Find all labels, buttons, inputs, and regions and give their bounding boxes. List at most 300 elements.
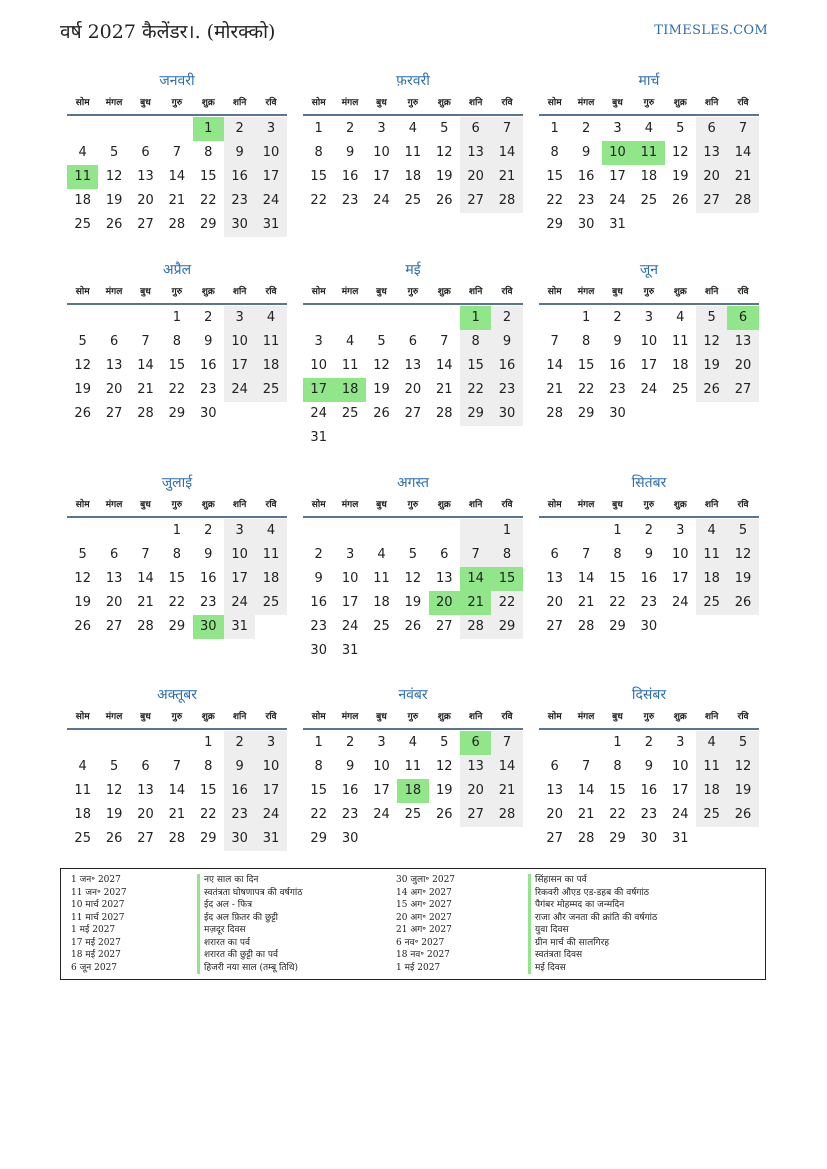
day-cell: 14 <box>491 141 522 165</box>
empty-day <box>67 117 98 141</box>
day-cell: 3 <box>255 731 286 755</box>
day-cell: 7 <box>141 547 150 562</box>
day-cell: 29 <box>577 406 595 421</box>
weekday-label: शुक्र <box>437 287 451 297</box>
weekday-label: शुक्र <box>437 500 451 510</box>
day-cell: 25 <box>696 803 727 827</box>
day-cell: 3 <box>377 735 386 750</box>
month-name: जनवरी <box>159 73 195 89</box>
month-name: मार्च <box>638 73 660 89</box>
holiday-name: स्वतंत्रता घोषणापत्र की वर्षगांठ <box>197 887 397 900</box>
month-name: अगस्त <box>396 475 429 491</box>
day-cell: 10 <box>341 571 359 586</box>
day-cell: 30 <box>199 406 217 421</box>
weekday-label: गुरु <box>407 712 419 722</box>
day-cell: 28 <box>727 189 758 213</box>
weekday-label: मंगल <box>105 500 123 510</box>
day-cell: 28 <box>460 615 491 639</box>
day-cell: 4 <box>78 145 87 160</box>
day-cell: 5 <box>696 306 727 330</box>
day-cell: 2 <box>345 121 355 136</box>
holiday-name: शरारत का पर्व <box>197 937 397 950</box>
weekday-label: गुरु <box>407 98 419 108</box>
day-cell: 13 <box>137 783 154 798</box>
day-cell: 4 <box>255 519 286 543</box>
day-cell: 5 <box>109 759 119 774</box>
day-cell: 2 <box>314 547 323 562</box>
day-cell: 16 <box>341 169 359 184</box>
month-name: सितंबर <box>631 475 667 491</box>
days-grid <box>67 306 287 426</box>
day-cell: 18 <box>671 358 689 373</box>
day-cell: 15 <box>168 571 186 586</box>
day-cell: 29 <box>310 831 327 846</box>
day-cell: 8 <box>491 543 522 567</box>
day-cell: 7 <box>550 334 559 349</box>
day-cell: 8 <box>204 145 213 160</box>
weekday-label: गुरु <box>171 98 183 108</box>
day-cell: 5 <box>440 121 449 136</box>
day-cell: 27 <box>105 406 123 421</box>
weekday-label: बुध <box>140 98 151 108</box>
day-cell: 28 <box>168 217 186 232</box>
days-grid <box>303 731 523 851</box>
day-cell: 9 <box>224 141 255 165</box>
day-cell: 11 <box>74 783 91 798</box>
day-cell: 5 <box>727 731 758 755</box>
day-cell: 16 <box>199 358 217 373</box>
day-cell: 27 <box>137 217 154 232</box>
holiday-date: 11 जन॰ 2027 <box>71 887 127 898</box>
holiday-date: 1 मई 2027 <box>396 962 441 973</box>
day-cell: 13 <box>546 783 563 798</box>
weekday-label: गुरु <box>643 98 655 108</box>
day-cell: 16 <box>199 571 217 586</box>
day-cell: 25 <box>74 217 91 232</box>
month-calendar <box>539 259 759 426</box>
weekday-label: रवि <box>501 287 513 297</box>
day-cell: 12 <box>727 543 758 567</box>
holiday-list <box>60 868 766 980</box>
day-cell: 13 <box>460 141 491 165</box>
day-cell: 19 <box>373 382 390 397</box>
day-cell: 15 <box>609 783 626 798</box>
weekday-label: रवि <box>265 98 277 108</box>
day-cell: 24 <box>224 591 255 615</box>
day-cell: 17 <box>640 358 658 373</box>
day-cell: 13 <box>435 571 453 586</box>
day-cell: 4 <box>255 306 286 330</box>
empty-day <box>67 519 98 543</box>
day-cell: 9 <box>345 759 355 774</box>
month-name: जून <box>639 262 659 278</box>
weekday-label: रवि <box>265 287 277 297</box>
day-cell: 26 <box>727 591 758 615</box>
day-cell: 8 <box>314 145 323 160</box>
days-grid <box>303 519 523 663</box>
day-cell: 8 <box>204 759 213 774</box>
day-cell: 9 <box>581 145 591 160</box>
day-cell: 14 <box>435 358 453 373</box>
day-cell: 24 <box>671 595 689 610</box>
day-cell: 11 <box>404 759 422 774</box>
weekday-label: मंगल <box>577 712 595 722</box>
weekday-label: बुध <box>376 287 387 297</box>
day-cell: 20 <box>105 595 123 610</box>
month-calendar <box>67 472 287 639</box>
weekday-label: रवि <box>737 712 749 722</box>
day-cell: 19 <box>435 783 453 798</box>
weekday-label: रवि <box>737 98 749 108</box>
day-cell: 1 <box>314 121 323 136</box>
day-cell: 27 <box>546 619 563 634</box>
holiday-date: 15 अग॰ 2027 <box>396 900 452 910</box>
weekday-header <box>67 494 287 518</box>
holiday-day: 10 <box>602 141 633 165</box>
brand-link[interactable]: TIMESLES.COM <box>654 23 768 38</box>
holiday-day: 17 <box>303 378 334 402</box>
day-cell: 23 <box>341 193 359 208</box>
holiday-day: 1 <box>460 306 491 330</box>
weekday-label: गुरु <box>171 712 183 722</box>
day-cell: 27 <box>727 378 758 402</box>
days-grid <box>67 117 287 237</box>
day-cell: 1 <box>613 523 622 538</box>
day-cell: 26 <box>435 193 453 208</box>
weekday-label: गुरु <box>407 500 419 510</box>
weekday-label: रवि <box>501 712 513 722</box>
day-cell: 2 <box>204 523 213 538</box>
day-cell: 6 <box>696 117 727 141</box>
day-cell: 4 <box>676 310 685 325</box>
day-cell: 9 <box>491 330 522 354</box>
day-cell: 18 <box>373 595 390 610</box>
month-calendar <box>67 684 287 851</box>
holiday-names-left <box>197 874 397 974</box>
empty-day <box>130 731 161 755</box>
day-cell: 12 <box>404 571 422 586</box>
day-cell: 26 <box>435 807 453 822</box>
weekday-label: मंगल <box>341 98 359 108</box>
day-cell: 28 <box>491 189 522 213</box>
month-calendar <box>67 70 287 237</box>
day-cell: 22 <box>310 807 327 822</box>
weekday-label: सोम <box>311 287 326 297</box>
weekday-label: शनि <box>704 98 719 108</box>
weekday-label: मंगल <box>341 500 359 510</box>
day-cell: 23 <box>640 807 658 822</box>
day-cell: 3 <box>676 735 685 750</box>
holiday-date: 17 मई 2027 <box>71 937 121 948</box>
month-calendar <box>539 472 759 639</box>
day-cell: 4 <box>78 759 87 774</box>
day-cell: 29 <box>609 619 626 634</box>
empty-day <box>303 519 334 543</box>
holiday-day: 20 <box>429 591 460 615</box>
holiday-date: 18 नव॰ 2027 <box>396 950 450 960</box>
day-cell: 6 <box>440 547 449 562</box>
day-cell: 27 <box>137 831 154 846</box>
day-cell: 6 <box>550 547 559 562</box>
day-cell: 4 <box>377 547 386 562</box>
weekday-label: शुक्र <box>201 98 215 108</box>
day-cell: 2 <box>204 310 213 325</box>
day-cell: 5 <box>727 519 758 543</box>
day-cell: 16 <box>609 358 626 373</box>
month-name: अक्तूबर <box>157 687 197 703</box>
days-grid <box>539 519 759 639</box>
weekday-label: शनि <box>468 98 483 108</box>
day-cell: 18 <box>255 567 286 591</box>
day-cell: 23 <box>199 382 217 397</box>
day-cell: 23 <box>199 595 217 610</box>
day-cell: 28 <box>491 803 522 827</box>
day-cell: 17 <box>255 779 286 803</box>
day-cell: 28 <box>577 831 595 846</box>
day-cell: 6 <box>109 334 119 349</box>
weekday-label: बुध <box>140 712 151 722</box>
day-cell: 17 <box>609 169 626 184</box>
empty-day <box>397 306 428 330</box>
day-cell: 21 <box>137 382 154 397</box>
day-cell: 7 <box>581 547 591 562</box>
weekday-label: शुक्र <box>437 712 451 722</box>
day-cell: 22 <box>199 193 217 208</box>
day-cell: 8 <box>613 547 622 562</box>
empty-day <box>67 731 98 755</box>
day-cell: 12 <box>74 571 91 586</box>
day-cell: 12 <box>435 145 453 160</box>
day-cell: 2 <box>644 735 653 750</box>
holiday-day: 30 <box>193 615 224 639</box>
day-cell: 19 <box>404 595 422 610</box>
weekday-label: गुरु <box>643 500 655 510</box>
day-cell: 20 <box>546 595 563 610</box>
day-cell: 19 <box>671 169 689 184</box>
days-grid <box>303 117 523 213</box>
empty-day <box>366 306 397 330</box>
day-cell: 28 <box>137 406 154 421</box>
day-cell: 18 <box>255 354 286 378</box>
day-cell: 28 <box>137 619 154 634</box>
weekday-label: शुक्र <box>201 287 215 297</box>
day-cell: 2 <box>613 310 622 325</box>
month-calendar <box>303 472 523 663</box>
weekday-label: सोम <box>75 500 90 510</box>
holiday-date: 10 मार्च 2027 <box>71 900 125 910</box>
month-name: दिसंबर <box>631 687 667 703</box>
day-cell: 21 <box>168 193 186 208</box>
month-name: जुलाई <box>161 475 193 491</box>
day-cell: 26 <box>74 619 91 634</box>
weekday-header <box>67 92 287 116</box>
weekday-label: शनि <box>232 500 247 510</box>
day-cell: 15 <box>199 169 217 184</box>
day-cell: 11 <box>255 330 286 354</box>
day-cell: 11 <box>404 145 422 160</box>
day-cell: 13 <box>727 330 758 354</box>
day-cell: 28 <box>168 831 186 846</box>
day-cell: 23 <box>640 595 658 610</box>
day-cell: 11 <box>671 334 689 349</box>
day-cell: 7 <box>141 334 150 349</box>
weekday-label: गुरु <box>407 287 419 297</box>
empty-day <box>98 117 129 141</box>
day-cell: 5 <box>440 735 449 750</box>
day-cell: 8 <box>172 334 181 349</box>
day-cell: 15 <box>310 169 327 184</box>
day-cell: 18 <box>74 193 91 208</box>
day-cell: 3 <box>314 334 323 349</box>
day-cell: 14 <box>546 358 563 373</box>
day-cell: 16 <box>640 571 658 586</box>
day-cell: 3 <box>255 117 286 141</box>
day-cell: 15 <box>168 358 186 373</box>
weekday-label: रवि <box>737 500 749 510</box>
day-cell: 31 <box>341 643 359 658</box>
day-cell: 29 <box>609 831 626 846</box>
empty-day <box>303 306 334 330</box>
holiday-date: 11 मार्च 2027 <box>71 912 125 923</box>
day-cell: 25 <box>255 378 286 402</box>
day-cell: 1 <box>204 735 213 750</box>
day-cell: 10 <box>671 759 689 774</box>
day-cell: 21 <box>727 165 758 189</box>
day-cell: 10 <box>671 547 689 562</box>
day-cell: 8 <box>581 334 591 349</box>
day-cell: 10 <box>224 543 255 567</box>
weekday-label: सोम <box>311 98 326 108</box>
day-cell: 11 <box>696 755 727 779</box>
weekday-label: शनि <box>704 500 719 510</box>
day-cell: 19 <box>696 354 727 378</box>
day-cell: 27 <box>404 406 422 421</box>
holiday-day: 6 <box>460 731 491 755</box>
day-cell: 2 <box>491 306 522 330</box>
day-cell: 24 <box>609 193 626 208</box>
day-cell: 1 <box>172 523 181 538</box>
day-cell: 24 <box>671 807 689 822</box>
day-cell: 24 <box>373 193 390 208</box>
day-cell: 28 <box>435 406 453 421</box>
empty-day <box>98 731 129 755</box>
month-calendar <box>539 684 759 851</box>
holiday-name: नए साल का दिन <box>197 874 397 887</box>
weekday-label: शुक्र <box>673 98 687 108</box>
day-cell: 6 <box>109 547 119 562</box>
day-cell: 4 <box>408 735 417 750</box>
day-cell: 7 <box>172 759 181 774</box>
day-cell: 12 <box>435 759 453 774</box>
weekday-label: मंगल <box>105 712 123 722</box>
day-cell: 30 <box>491 402 522 426</box>
day-cell: 15 <box>609 571 626 586</box>
day-cell: 14 <box>168 169 186 184</box>
holiday-day: 11 <box>633 141 664 165</box>
day-cell: 1 <box>581 310 591 325</box>
page-title: वर्ष 2027 कैलेंडर।. (मोरक्को) <box>60 21 276 43</box>
day-cell: 13 <box>546 571 563 586</box>
day-cell: 31 <box>671 831 689 846</box>
weekday-label: रवि <box>265 712 277 722</box>
weekday-label: शुक्र <box>673 712 687 722</box>
empty-day <box>161 117 192 141</box>
day-cell: 28 <box>577 619 595 634</box>
holiday-name: मज़दूर दिवस <box>197 924 397 937</box>
day-cell: 10 <box>255 141 286 165</box>
days-grid <box>539 731 759 851</box>
holiday-name: सिंहासन का पर्व <box>528 874 728 887</box>
weekday-label: बुध <box>612 712 623 722</box>
holiday-date: 21 अग॰ 2027 <box>396 925 452 935</box>
holiday-name: मई दिवस <box>528 962 728 975</box>
day-cell: 7 <box>460 543 491 567</box>
day-cell: 12 <box>105 783 123 798</box>
day-cell: 22 <box>168 382 186 397</box>
day-cell: 20 <box>727 354 758 378</box>
day-cell: 6 <box>460 117 491 141</box>
weekday-label: मंगल <box>577 287 595 297</box>
day-cell: 29 <box>546 217 563 232</box>
day-cell: 31 <box>224 615 255 639</box>
day-cell: 9 <box>644 759 653 774</box>
empty-day <box>460 519 491 543</box>
holiday-name: स्वतंत्रता दिवस <box>528 949 728 962</box>
day-cell: 16 <box>640 783 658 798</box>
day-cell: 27 <box>546 831 563 846</box>
weekday-label: शनि <box>468 287 483 297</box>
weekday-label: शुक्र <box>201 712 215 722</box>
weekday-label: शनि <box>232 98 247 108</box>
day-cell: 24 <box>255 189 286 213</box>
day-cell: 16 <box>224 779 255 803</box>
day-cell: 9 <box>204 334 213 349</box>
day-cell: 2 <box>644 523 653 538</box>
weekday-header <box>67 281 287 305</box>
day-cell: 6 <box>141 759 150 774</box>
holiday-dates-right <box>396 874 516 974</box>
day-cell: 11 <box>696 543 727 567</box>
day-cell: 19 <box>74 382 91 397</box>
day-cell: 18 <box>696 779 727 803</box>
day-cell: 9 <box>224 755 255 779</box>
holiday-day: 15 <box>491 567 522 591</box>
day-cell: 7 <box>491 117 522 141</box>
weekday-label: सोम <box>547 500 562 510</box>
day-cell: 7 <box>727 117 758 141</box>
day-cell: 4 <box>345 334 355 349</box>
day-cell: 9 <box>345 145 355 160</box>
weekday-label: सोम <box>75 287 90 297</box>
holiday-name: पैगंबर मोहम्मद का जन्मदिन <box>528 899 728 912</box>
day-cell: 16 <box>341 783 359 798</box>
month-name: मई <box>405 262 421 278</box>
empty-day <box>130 519 161 543</box>
day-cell: 3 <box>345 547 355 562</box>
days-grid <box>539 306 759 426</box>
empty-day <box>98 306 129 330</box>
day-cell: 16 <box>310 595 327 610</box>
empty-day <box>570 731 601 755</box>
day-cell: 10 <box>224 330 255 354</box>
day-cell: 1 <box>613 735 622 750</box>
day-cell: 23 <box>609 382 626 397</box>
day-cell: 24 <box>640 382 658 397</box>
day-cell: 22 <box>546 193 563 208</box>
empty-day <box>130 117 161 141</box>
weekday-label: सोम <box>311 712 326 722</box>
day-cell: 10 <box>373 759 390 774</box>
